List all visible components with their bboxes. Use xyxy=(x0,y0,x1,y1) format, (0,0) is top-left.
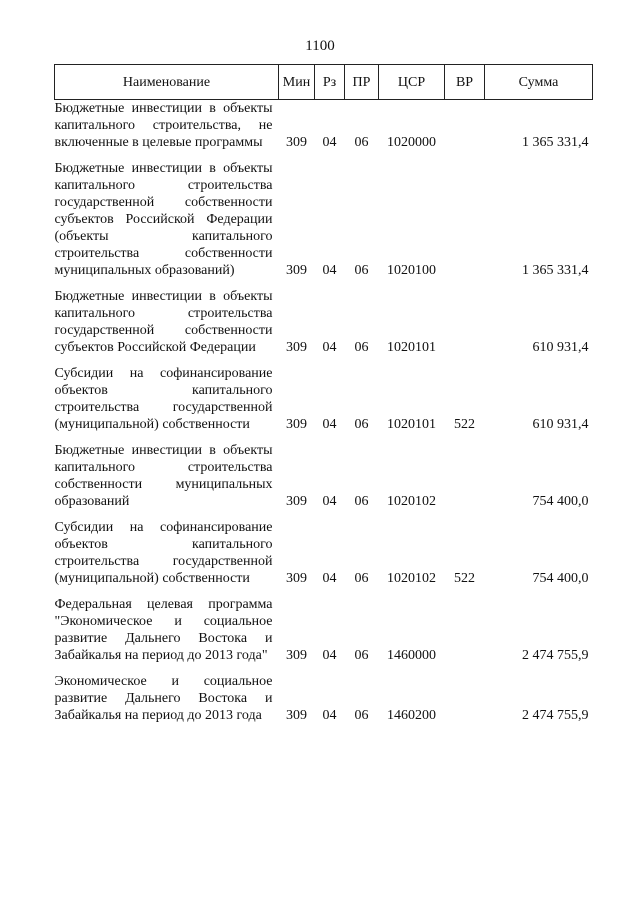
table-row xyxy=(55,156,593,284)
row-rz: 04 xyxy=(322,135,337,150)
row-rz: 04 xyxy=(322,263,337,278)
row-name: Бюджетные инвестиции в объекты капитального строительства государственной собственности субъектов Российской Федерации xyxy=(54,289,273,355)
row-vr: 522 xyxy=(454,417,475,432)
header-min: Мин xyxy=(279,65,315,100)
table-row xyxy=(55,438,593,515)
row-pr: 06 xyxy=(354,494,369,509)
header-vr: ВР xyxy=(445,65,485,100)
row-name: Федеральная целевая программа "Экономическое и социальное развитие Дальнего Востока и Забайкалья на период до 2013 года" xyxy=(54,597,273,663)
row-vr xyxy=(445,284,485,361)
row-min: 309 xyxy=(286,417,307,432)
row-csr: 1020101 xyxy=(387,417,436,432)
row-pr: 06 xyxy=(354,571,369,586)
row-name: Бюджетные инвестиции в объекты капитального строительства собственности муниципальных образований xyxy=(54,443,273,509)
row-min: 309 xyxy=(286,494,307,509)
row-min: 309 xyxy=(286,135,307,150)
header-pr: ПР xyxy=(345,65,379,100)
table-header xyxy=(55,65,593,100)
row-sum: 610 931,4 xyxy=(532,340,589,355)
row-rz: 04 xyxy=(322,571,337,586)
table-row xyxy=(55,515,593,592)
table-row xyxy=(55,592,593,669)
row-min: 309 xyxy=(286,648,307,663)
row-min: 309 xyxy=(286,263,307,278)
table-row xyxy=(55,284,593,361)
header-name: Наименование xyxy=(55,65,279,100)
row-pr: 06 xyxy=(354,648,369,663)
page-number: 1100 xyxy=(305,38,335,54)
budget-table xyxy=(54,64,593,729)
header-rz: Рз xyxy=(315,65,345,100)
row-vr xyxy=(445,100,485,157)
row-sum: 754 400,0 xyxy=(532,571,589,586)
row-name: Субсидии на софинансирование объектов капитального строительства государственной (муниципальной) собственности xyxy=(54,366,273,432)
table-row xyxy=(55,669,593,729)
row-rz: 04 xyxy=(322,494,337,509)
row-sum: 2 474 755,9 xyxy=(522,648,589,663)
row-sum: 1 365 331,4 xyxy=(522,263,589,278)
row-min: 309 xyxy=(286,708,307,723)
row-pr: 06 xyxy=(354,340,369,355)
row-csr: 1460000 xyxy=(387,648,436,663)
header-sum: Сумма xyxy=(485,65,593,100)
row-sum: 2 474 755,9 xyxy=(522,708,589,723)
row-name: Бюджетные инвестиции в объекты капитального строительства государственной собственности субъектов Российской Федерации (объекты капитального строительства собственности муниципальных образований) xyxy=(54,161,273,278)
row-min: 309 xyxy=(286,571,307,586)
row-rz: 04 xyxy=(322,417,337,432)
row-sum: 1 365 331,4 xyxy=(522,135,589,150)
row-rz: 04 xyxy=(322,708,337,723)
row-vr xyxy=(445,592,485,669)
row-vr xyxy=(445,156,485,284)
row-csr: 1020101 xyxy=(387,340,436,355)
row-rz: 04 xyxy=(322,340,337,355)
row-csr: 1460200 xyxy=(387,708,436,723)
row-csr: 1020100 xyxy=(387,263,436,278)
row-pr: 06 xyxy=(354,417,369,432)
row-csr: 1020102 xyxy=(387,494,436,509)
row-pr: 06 xyxy=(354,708,369,723)
row-name: Субсидии на софинансирование объектов капитального строительства государственной (муниципальной) собственности xyxy=(54,520,273,586)
row-pr: 06 xyxy=(354,263,369,278)
row-sum: 754 400,0 xyxy=(532,494,589,509)
row-vr xyxy=(445,438,485,515)
row-pr: 06 xyxy=(354,135,369,150)
row-name: Бюджетные инвестиции в объекты капитального строительства, не включенные в целевые программы xyxy=(54,101,273,150)
row-sum: 610 931,4 xyxy=(532,417,589,432)
row-min: 309 xyxy=(286,340,307,355)
row-csr: 1020000 xyxy=(387,135,436,150)
table-row xyxy=(55,361,593,438)
table-body xyxy=(55,100,593,730)
row-name: Экономическое и социальное развитие Дальнего Востока и Забайкалья на период до 2013 года xyxy=(54,674,273,723)
row-rz: 04 xyxy=(322,648,337,663)
header-csr: ЦСР xyxy=(379,65,445,100)
row-csr: 1020102 xyxy=(387,571,436,586)
row-vr xyxy=(445,669,485,729)
table-row xyxy=(55,100,593,157)
row-vr: 522 xyxy=(454,571,475,586)
